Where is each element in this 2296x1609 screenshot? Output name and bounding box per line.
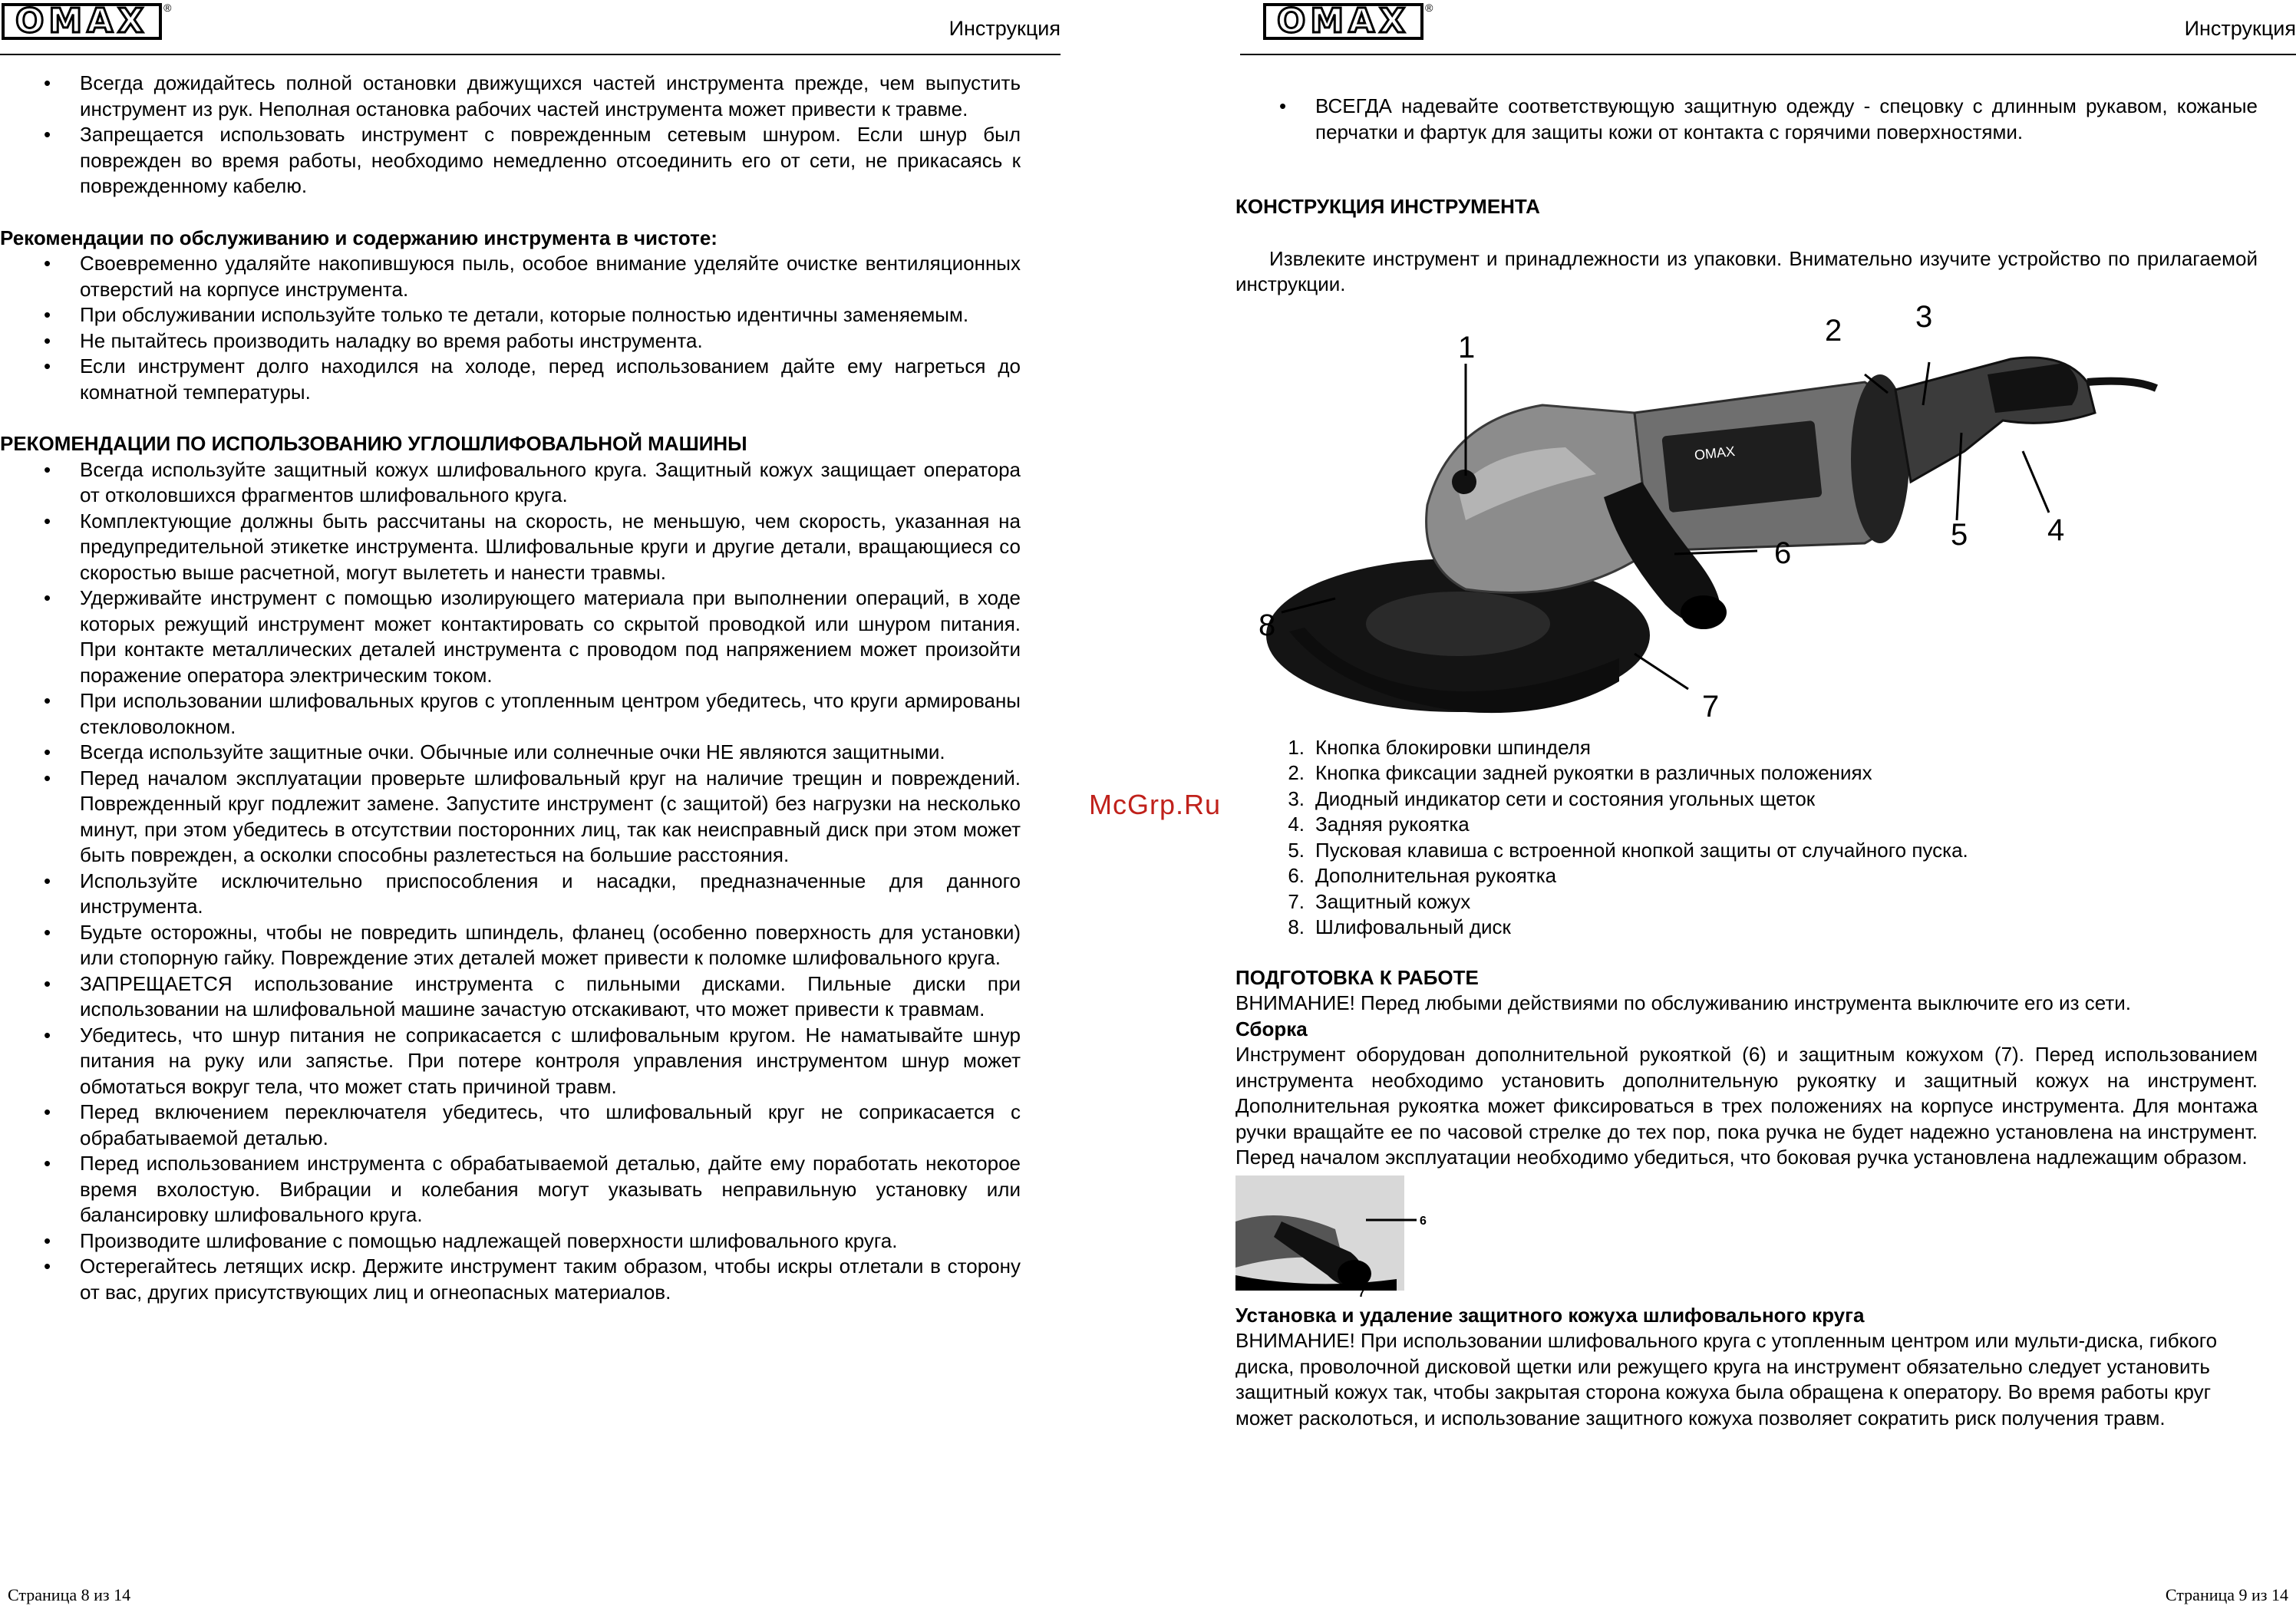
usage-heading: РЕКОМЕНДАЦИИ ПО ИСПОЛЬЗОВАНИЮ УГЛОШЛИФОВАЛЬНОЙ МАШИНЫ: [0, 432, 747, 455]
assembly-text: Инструмент оборудован дополнительной рукояткой (6) и защитным кожухом (7). Перед использованием инструмента необходимо установить дополнительную рукоятку и защитный кожух на инструмент. Дополнительная рукоятка может фиксироваться в трех положениях на корпусе инструмента. Для монтажа ручки вращайте ее по часовой стрелке до тех пор, пока ручка не будет надежно установлена на инструмент. Перед началом эксплуатации необходимо убедиться, что боковая ручка установлена надлежащим образом.: [1235, 1043, 2258, 1169]
page-9: [1235, 0, 2296, 1609]
header-rule: [1240, 54, 2296, 55]
parts-list-item: [1235, 760, 2258, 786]
parts-list-text: Кнопка фиксации задней рукоятки в различных положениях: [1315, 761, 1872, 784]
bullet-item: • Будьте осторожны, чтобы не повредить шпиндель, фланец (особенно поверхность для установки) или стопорную гайку. Повреждение этих деталей может привести к поломке шлифовального круга.: [0, 920, 1021, 971]
parts-list-item: [1235, 812, 2258, 838]
callout-line-7: [1635, 654, 1688, 689]
header-rule: [0, 54, 1061, 55]
omax-logo: [1263, 3, 1433, 40]
callout-7: 7: [1702, 689, 1720, 724]
parts-list-number: 8.: [1288, 915, 1305, 938]
callout-3: 3: [1915, 299, 1933, 334]
usage-bullet-list: [0, 457, 1021, 1306]
header-title: Инструкция: [948, 17, 1061, 40]
bullet-item: • Убедитесь, что шнур питания не соприкасается с шлифовальным кругом. Не наматывайте шнур питания на руку или запястье. При потере контроля управления инструментом шнур может обмотаться вокруг тела, что может стать причиной травм.: [0, 1023, 1021, 1100]
guard-heading: Установка и удаление защитного кожуха шлифовального круга: [1235, 1303, 1865, 1327]
bullet-item: • При использовании шлифовальных кругов с утопленным центром убедитесь, что круги армированы стекловолокном.: [0, 688, 1021, 740]
disc-hub: [1366, 592, 1550, 656]
intro-bullet-list: [0, 71, 1021, 199]
parts-list-number: 6.: [1288, 864, 1305, 887]
parts-list-number: 7.: [1288, 889, 1305, 913]
bullet-item: • Всегда используйте защитный кожух шлифовального круга. Защитный кожух защищает оператора от отколовшихся фрагментов шлифовального круга.: [0, 457, 1021, 509]
bullet-item: • Комплектующие должны быть рассчитаны на скорость, не меньшую, чем скорость, указанная на предупредительной этикетке инструмента. Шлифовальные круги и другие детали, вращающиеся со скоростью выше расчетной, могут вылететь и нанести травмы.: [0, 509, 1021, 586]
left-content: [0, 71, 1021, 1305]
logo-registered-mark: ®: [1425, 2, 1433, 14]
parts-list: [1235, 735, 2258, 941]
parts-list-text: Кнопка блокировки шпинделя: [1315, 735, 1591, 759]
omax-logo: [2, 3, 172, 40]
parts-list-text: Защитный кожух: [1315, 889, 1471, 913]
bullet-item: • Запрещается использовать инструмент с поврежденным сетевым шнуром. Если шнур был поврежден во время работы, необходимо немедленно отсоединить его от сети, не прикасаясь к поврежденному кабелю.: [0, 122, 1021, 199]
bullet-item: • Всегда дожидайтесь полной остановки движущихся частей инструмента прежде, чем выпустить инструмент из рук. Неполная остановка рабочих частей инструмента может привести к травме.: [0, 71, 1021, 122]
maintenance-bullet-list: [0, 251, 1021, 405]
bullet-item: • Остерегайтесь летящих искр. Держите инструмент таким образом, чтобы искры отлетали в сторону от вас, других присутствующих лиц и огнеопасных материалов.: [0, 1254, 1021, 1305]
label-plate: [1661, 420, 1822, 512]
side-handle-illustration: [1235, 1175, 1466, 1298]
callout-2: 2: [1825, 313, 1842, 348]
callout-6: 6: [1774, 536, 1792, 570]
logo-registered-mark: ®: [163, 2, 172, 14]
parts-list-item: [1235, 863, 2258, 889]
maintenance-heading: Рекомендации по обслуживанию и содержанию инструмента в чистоте:: [0, 226, 718, 249]
parts-list-text: Шлифовальный диск: [1315, 915, 1511, 938]
grinder-figure: [1235, 298, 2296, 735]
tool-label-text: OMAX: [1694, 443, 1736, 463]
bullet-item: • Перед включением переключателя убедитесь, что шлифовальный круг не соприкасается с обрабатываемой деталью.: [0, 1100, 1021, 1151]
bullet-item: • Используйте исключительно приспособления и насадки, предназначенные для данного инструмента.: [0, 869, 1021, 920]
callout-1: 1: [1458, 330, 1476, 364]
logo-text: OMAX: [1263, 3, 1423, 40]
bullet-item: • При обслуживании используйте только те детали, которые полностью идентичны заменяемым.: [0, 302, 1021, 328]
watermark: McGrp.Ru: [1088, 789, 1222, 820]
bullet-item: • ВСЕГДА надевайте соответствующую защитную одежду - спецовку с длинным рукавом, кожаные перчатки и фартук для защиты кожи от контакта с горячими поверхностями.: [1235, 94, 2258, 145]
bullet-item: • Своевременно удаляйте накопившуюся пыль, особое внимание уделяйте очистке вентиляционных отверстий на корпусе инструмента.: [0, 251, 1021, 302]
callout-6-small: 6: [1420, 1214, 1427, 1228]
construction-text: Извлеките инструмент и принадлежности из упаковки. Внимательно изучите устройство по прилагаемой инструкции.: [1235, 246, 2258, 295]
callout-5: 5: [1951, 517, 1968, 552]
side-handle-end: [1681, 595, 1727, 629]
preparation-warning: ВНИМАНИЕ! Перед любыми действиями по обслуживанию инструмента выключите его из сети.: [1235, 991, 2131, 1014]
right-content: [1235, 94, 2258, 1431]
page-footer: Страница 9 из 14: [2165, 1585, 2288, 1604]
bullet-item: • Перед началом эксплуатации проверьте шлифовальный круг на наличие трещин и повреждений. Поврежденный круг подлежит замене. Запустите инструмент (с защитой) без нагрузки на несколько минут, при этом убедитесь в отсутствии посторонних лиц, так как неисправный диск при этом может быть поврежден, а осколки способны разлетесться на большие расстояния.: [0, 766, 1021, 869]
parts-list-number: 3.: [1288, 786, 1305, 810]
callout-4: 4: [2047, 513, 2065, 547]
parts-list-item: [1235, 786, 2258, 813]
parts-list-item: [1235, 735, 2258, 761]
bullet-item: • Удерживайте инструмент с помощью изолирующего материала при выполнении операций, в ходе которых режущий инструмент может контактировать со скрытой проводкой или шнуром питания. При контакте металлических деталей инструмента с проводом под напряжением может произойти поражение оператора электрическим током.: [0, 585, 1021, 688]
page-footer: Страница 8 из 14: [8, 1585, 131, 1604]
parts-list-item: [1235, 915, 2258, 941]
parts-list-text: Пусковая клавиша с встроенной кнопкой защиты от случайного пуска.: [1315, 838, 1968, 862]
page-8: [0, 0, 1074, 1609]
bullet-item: • Если инструмент долго находился на холоде, перед использованием дайте ему нагреться до комнатной температуры.: [0, 354, 1021, 405]
parts-list-number: 4.: [1288, 813, 1305, 836]
parts-list-text: Дополнительная рукоятка: [1315, 864, 1557, 887]
guard-text: ВНИМАНИЕ! При использовании шлифовального круга с утопленным центром или мульти-диска, гибкого диска, проволочной дисковой щетки или режущего круга на инструмент обязательно следует установить защитный кожух так, чтобы закрытая сторона кожуха была обращена к оператору. Во время работы круг может расколоться, и использование защитного кожуха позволяет сократить риск получения травм.: [1235, 1329, 2218, 1429]
parts-list-number: 5.: [1288, 838, 1305, 862]
assembly-heading: Сборка: [1235, 1017, 1308, 1040]
parts-list-text: Задняя рукоятка: [1315, 813, 1470, 836]
intro-bullet-list: [1235, 94, 2258, 145]
header-title: Инструкция: [2184, 17, 2296, 40]
power-cord: [2087, 381, 2156, 387]
callout-8: 8: [1259, 608, 1276, 642]
side-handle-figure: [1235, 1175, 1466, 1298]
bullet-item: • ЗАПРЕЩАЕТСЯ использование инструмента с пильными дисками. Пильные диски при использовании на шлифовальной машине зачастую отскакивают, что может привести к травмам.: [0, 971, 1021, 1023]
parts-list-item: [1235, 838, 2258, 864]
preparation-heading: ПОДГОТОВКА К РАБОТЕ: [1235, 965, 1479, 989]
parts-list-text: Диодный индикатор сети и состояния угольных щеток: [1315, 786, 1816, 810]
parts-list-number: 2.: [1288, 761, 1305, 784]
bullet-item: • Перед использованием инструмента с обрабатываемой деталью, дайте ему поработать некоторое время вхолостую. Вибрации и колебания могут указывать неправильную установку или балансировку шлифовального круга.: [0, 1151, 1021, 1228]
callout-7-small: 7: [1358, 1286, 1365, 1298]
callout-line-4: [2023, 451, 2049, 513]
bullet-item: • Всегда используйте защитные очки. Обычные или солнечные очки НЕ являются защитными.: [0, 740, 1021, 766]
bullet-item: • Производите шлифование с помощью надлежащей поверхности шлифовального круга.: [0, 1228, 1021, 1255]
grinder-illustration: [1235, 298, 2296, 735]
parts-list-number: 1.: [1288, 735, 1305, 759]
bullet-item: • Не пытайтесь производить наладку во время работы инструмента.: [0, 328, 1021, 354]
construction-heading: КОНСТРУКЦИЯ ИНСТРУМЕНТА: [1235, 195, 1540, 218]
parts-list-item: [1235, 889, 2258, 915]
logo-text: OMAX: [2, 3, 162, 40]
spindle-lock-button: [1452, 470, 1476, 494]
